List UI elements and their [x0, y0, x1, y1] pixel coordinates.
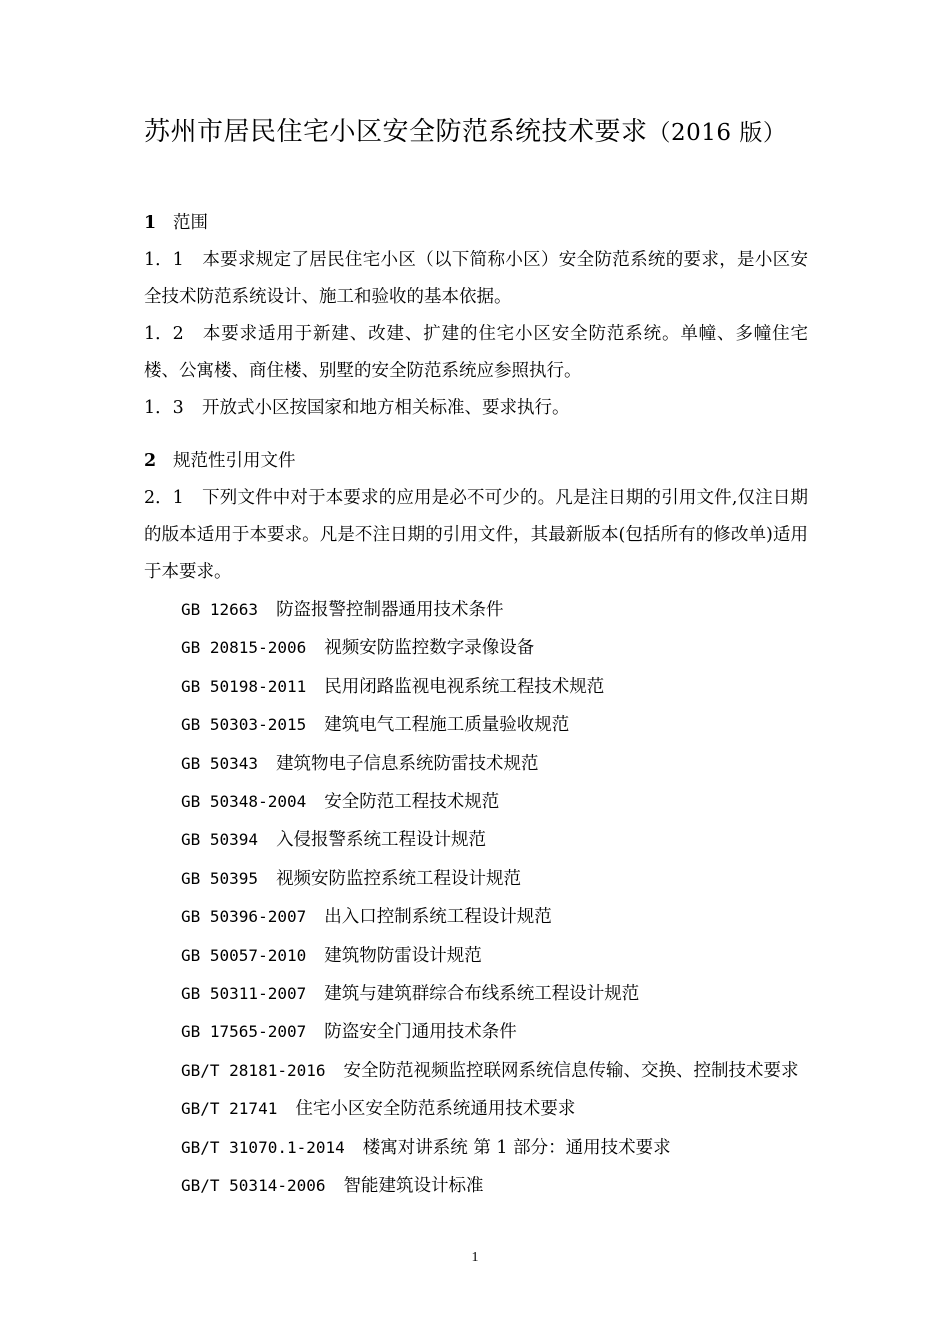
page-number: 1: [471, 1250, 479, 1265]
reference-code: GB/T 21741: [181, 1099, 278, 1119]
clause-2-1: [144, 480, 808, 591]
reference-name: 建筑物电子信息系统防雷技术规范: [276, 753, 539, 774]
reference-code: GB 50303-2015: [181, 715, 307, 735]
reference-item: [144, 745, 808, 783]
reference-name: 入侵报警系统工程设计规范: [276, 830, 487, 851]
section-spacer: [144, 427, 808, 443]
reference-code: GB 50311-2007: [181, 984, 307, 1004]
clause-number: 1．1: [144, 250, 184, 270]
reference-item: [144, 860, 808, 898]
reference-item: [144, 1167, 808, 1205]
reference-name: 民用闭路监视电视系统工程技术规范: [324, 676, 605, 697]
reference-name: 智能建筑设计标准: [343, 1176, 484, 1197]
clause-1-1: [144, 242, 808, 316]
reference-item: [144, 1129, 808, 1167]
reference-name: 建筑物防雷设计规范: [324, 945, 482, 966]
clause-text: 本要求适用于新建、改建、扩建的住宅小区安全防范系统。单幢、多幢住宅楼、公寓楼、商住楼、别墅的安全防范系统应参照执行。: [144, 324, 808, 381]
section-heading-2: [144, 443, 808, 480]
reference-code: GB 17565-2007: [181, 1022, 307, 1042]
reference-code: GB 50396-2007: [181, 907, 307, 927]
section-number: 2: [144, 451, 157, 471]
reference-name: 安全防范视频监控联网系统信息传输、交换、控制技术要求: [343, 1060, 799, 1081]
reference-item: [144, 629, 808, 667]
title-version: （2016 版）: [647, 120, 787, 146]
reference-item: [144, 898, 808, 936]
reference-code: GB 50057-2010: [181, 945, 307, 965]
clause-1-2: [144, 316, 808, 390]
reference-item: [144, 975, 808, 1013]
section-heading-1: [144, 205, 808, 242]
reference-item: [144, 668, 808, 706]
reference-code: GB 50198-2011: [181, 676, 307, 696]
reference-item: [144, 821, 808, 859]
reference-code: GB/T 28181-2016: [181, 1060, 326, 1080]
clause-text: 本要求规定了居民住宅小区（以下简称小区）安全防范系统的要求，是小区安全技术防范系统设计、施工和验收的基本依据。: [144, 250, 808, 307]
reference-name: 安全防范工程技术规范: [324, 792, 500, 813]
reference-name: 视频安防监控系统工程设计规范: [276, 868, 522, 889]
reference-name: 防盗报警控制器通用技术条件: [276, 600, 504, 620]
reference-item: [144, 1090, 808, 1128]
clause-text: 开放式小区按国家和地方相关标准、要求执行。: [202, 398, 570, 418]
reference-code: GB 50348-2004: [181, 792, 307, 812]
section-title: 规范性引用文件: [173, 451, 296, 471]
document-body: [144, 205, 808, 1206]
reference-item: [144, 1013, 808, 1051]
section-number: 1: [144, 213, 157, 233]
reference-item: [144, 591, 808, 629]
reference-name: 住宅小区安全防范系统通用技术要求: [295, 1099, 576, 1120]
reference-item: [144, 937, 808, 975]
reference-name: 建筑与建筑群综合布线系统工程设计规范: [324, 984, 640, 1005]
reference-item: [144, 1052, 808, 1090]
reference-code: GB 50343: [181, 753, 259, 773]
clause-number: 1．2: [144, 324, 184, 344]
reference-name: 出入口控制系统工程设计规范: [324, 907, 552, 928]
clause-number: 2．1: [144, 488, 184, 508]
reference-code: GB/T 31070.1-2014: [181, 1137, 345, 1157]
reference-name: 视频安防监控数字录像设备: [324, 638, 535, 659]
reference-code: GB 50394: [181, 830, 259, 850]
reference-item: [144, 783, 808, 821]
reference-name: 楼寓对讲系统 第 1 部分：通用技术要求: [362, 1137, 671, 1158]
reference-code: GB/T 50314-2006: [181, 1176, 326, 1196]
clause-text: 下列文件中对于本要求的应用是必不可少的。凡是注日期的引用文件,仅注日期的版本适用于本要求。凡是不注日期的引用文件，其最新版本(包括所有的修改单)适用于本要求。: [144, 488, 808, 582]
reference-item: [144, 706, 808, 744]
reference-name: 建筑电气工程施工质量验收规范: [324, 715, 570, 736]
reference-code: GB 12663: [181, 600, 259, 619]
reference-name: 防盗安全门通用技术条件: [324, 1022, 517, 1043]
document-title: [144, 112, 844, 153]
reference-code: GB 50395: [181, 868, 259, 888]
section-title: 范围: [173, 213, 208, 233]
reference-code: GB 20815-2006: [181, 638, 307, 658]
clause-1-3: [144, 390, 808, 427]
reference-list: [144, 591, 808, 1206]
clause-number: 1．3: [144, 398, 184, 418]
title-main: 苏州市居民住宅小区安全防范系统技术要求: [144, 117, 648, 147]
